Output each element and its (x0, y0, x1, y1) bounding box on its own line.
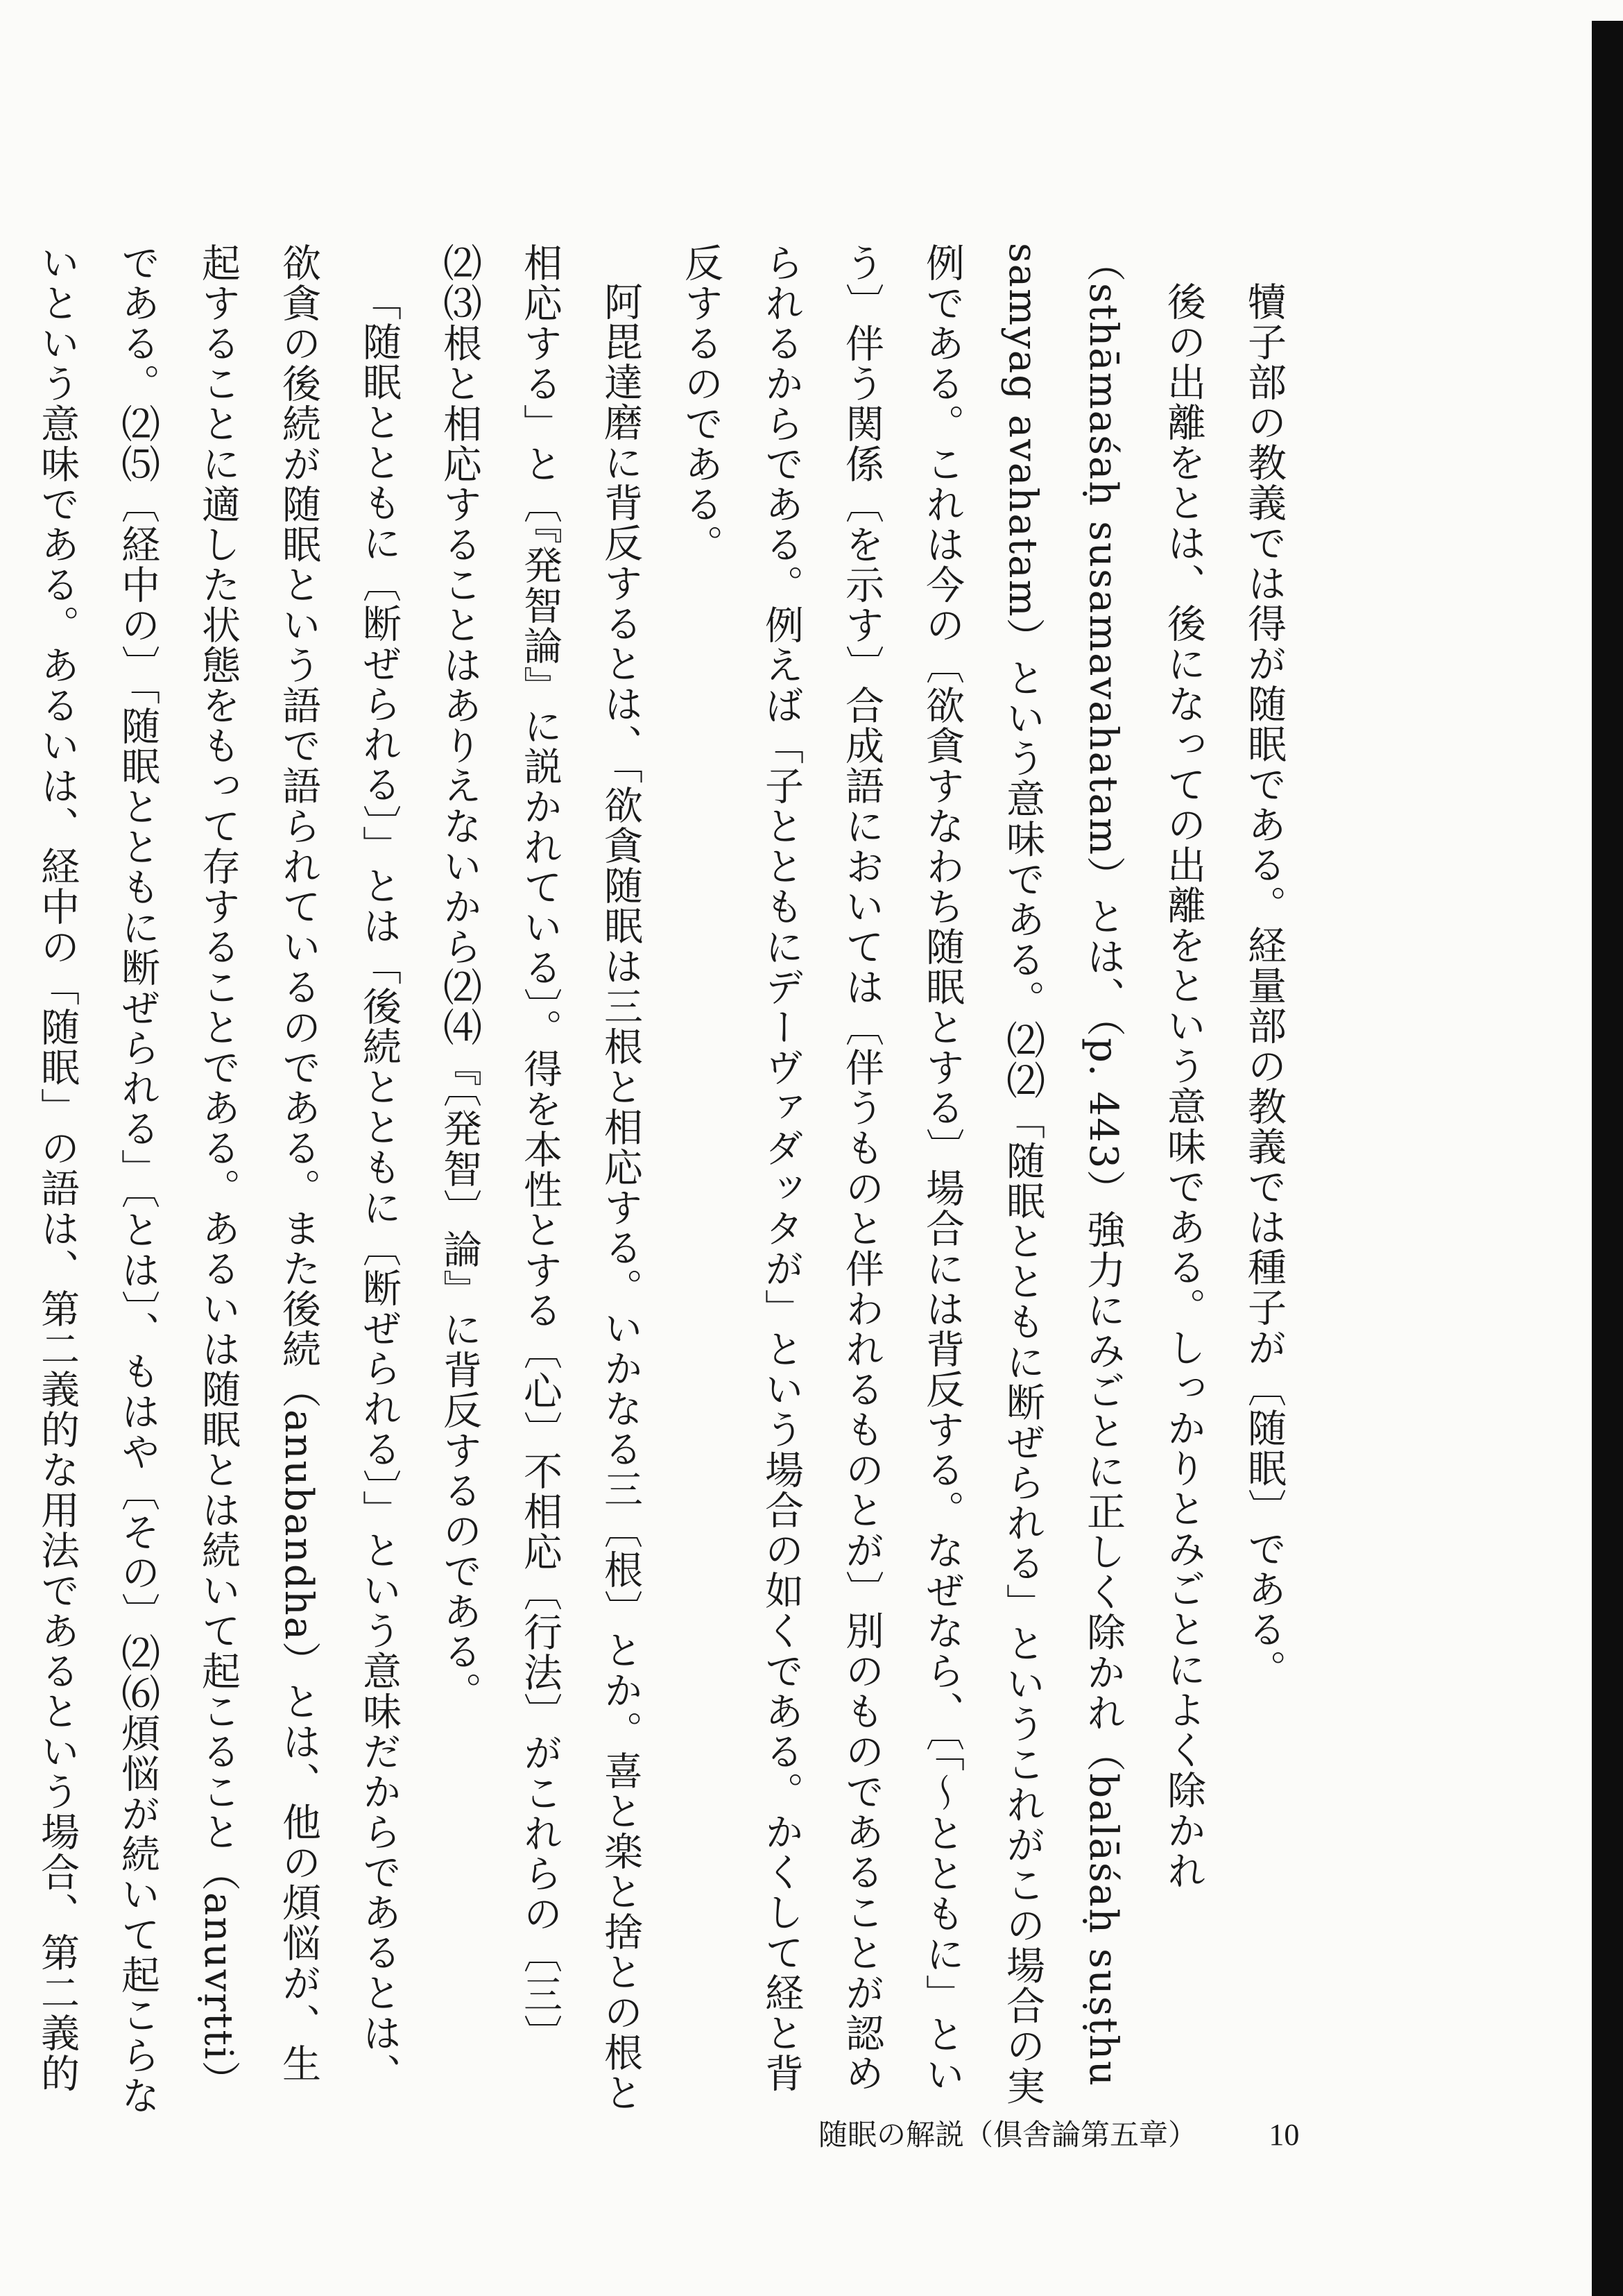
vertical-text-body (35, 243, 1304, 2116)
paragraph (419, 243, 660, 2116)
page-footer (818, 2112, 1304, 2154)
paragraph-text: 阿毘達磨に背反するとは、「欲貪随眠は三根と相応する。いかなる三〔根〕とか。喜と楽と捨との根と相応する」と〔『発智論』に説かれている〕。得を本性とする〔心〕不相応〔行法〕がこれらの〔三〕⑵⑶根と相応することはありえないから⑵⑷『〔発智〕論』に背反するのである。 (437, 243, 643, 2113)
paragraph (1223, 243, 1304, 2116)
paragraph-text: 犢子部の教義では得が随眠である。経量部の教義では種子が〔随眠〕である。 (1242, 282, 1287, 1690)
paragraph-text: 「随眠とともに〔断ぜられる〕」とは「後続とともに〔断ぜられる〕」という意味だからであるとは、欲貪の後続が随眠という語で語られているのである。また後続（anubandha）とは、他の煩悩が、生起することに適した状態をもって存することである。あるいは随眠とは続いて起こること（anuvṛtti）である。⑵⑸〔経中の〕「随眠とともに断ぜられる」〔とは〕、もはや〔その〕⑵⑹煩悩が続いて起こらないという意味である。あるいは、経中の「随眠」の語は、第二義的な用法であるという場合、第二義的 (35, 243, 402, 2116)
paragraph (0, 243, 419, 2116)
paragraph-text: 後の出離をとは、後になっての出離をという意味である。しっかりとみごとによく除かれ（sthāmaśaḥ susamavahatam）とは、（p. 443）強力にみごとに正しく除かれ（balāśaḥ suṣṭhu samyag avahatam）という意味である。⑵⑵「随眠とともに断ぜられる」というこれがこの場合の実例である。これは今の〔欲貪すなわち随眠とする〕場合には背反する。なぜなら、〔「〜とともに」という〕伴う関係〔を示す〕合成語においては〔伴うものと伴われるものとが〕別のものであることが認められるからである。例えば「子とともにデーヴァダッタが」という場合の如くである。かくして経と背反するのである。 (678, 243, 1206, 2107)
paragraph (660, 243, 1223, 2116)
scan-edge-bar (1592, 21, 1623, 2296)
running-title: 随眠の解説（倶舎論第五章） (818, 2118, 1198, 2152)
page-number: 10 (1269, 2118, 1300, 2152)
